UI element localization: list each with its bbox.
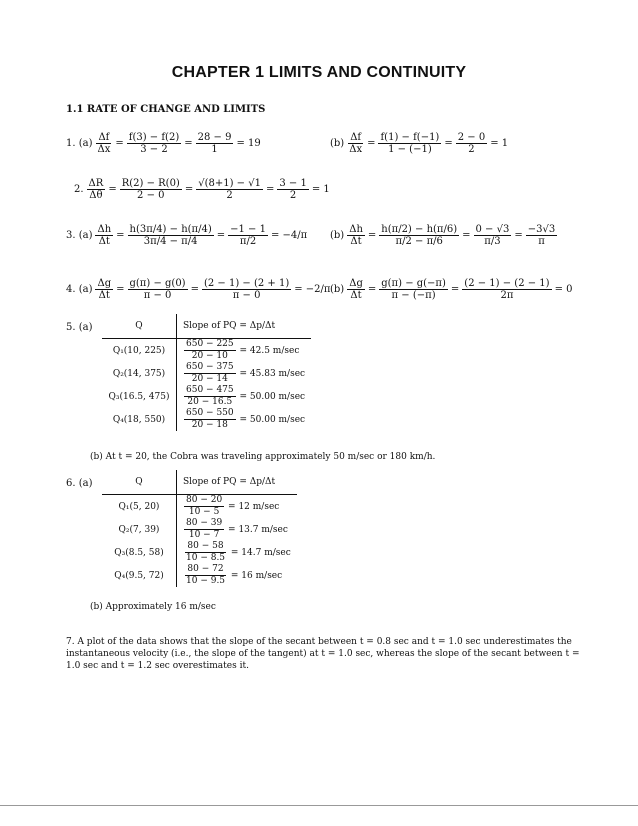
problem-3b: (b) $\frac{\Delta h}{\Delta t}$ = $\frac{h(\pi/2) - h(\pi/6)}{\pi/2 - \pi/6}$ = $\frac{0 - √3}{\pi/3}$ = $\frac{-3√3}{\pi}$ [330, 224, 556, 247]
problem-4a: 4. (a) $\frac{\Delta g}{\Delta t}$ = $\frac{g(\pi) - g(0)}{\pi - 0}$ = $\frac{(2 - 1) - (2 + 1)}{\pi - 0}$ = −2/π [66, 278, 331, 301]
table-row: Q₃(16.5, 475) $\frac{650 - 475}{20 - 16.5}$ = 50.00 m/sec [102, 385, 311, 408]
table-row: Q₂(14, 375) $\frac{650 - 375}{20 - 14}$ = 45.83 m/sec [102, 362, 311, 385]
col-slope-header: Slope of PQ = Δp/Δt [177, 470, 297, 495]
table-row: Q₁(5, 20) $\frac{80 - 20}{10 - 5}$ = 12 m/sec [102, 495, 297, 519]
table-row: Q₄(18, 550) $\frac{650 - 550}{20 - 18}$ = 50.00 m/sec [102, 408, 311, 431]
col-q-header: Q [102, 470, 177, 495]
problem-5-label: 5. (a) [66, 322, 93, 333]
problem-6-table [102, 470, 297, 587]
problem-5b: (b) At t = 20, the Cobra was traveling approximately 50 m/sec or 180 km/h. [90, 452, 436, 462]
problem-6b: (b) Approximately 16 m/sec [90, 602, 216, 612]
chapter-title: CHAPTER 1 LIMITS AND CONTINUITY [171, 64, 467, 81]
table-row: Q₁(10, 225) $\frac{650 - 225}{20 - 10}$ = 42.5 m/sec [102, 339, 311, 363]
problem-6-label: 6. (a) [66, 478, 93, 489]
table-row: Q₃(8.5, 58) $\frac{80 - 58}{10 - 8.5}$ = 14.7 m/sec [102, 541, 297, 564]
problem-5-table [102, 314, 311, 431]
problem-3a: 3. (a) $\frac{\Delta h}{\Delta t}$ = $\frac{h(3\pi/4) - h(\pi/4)}{3\pi/4 - \pi/4}$ = $\frac{-1 - 1}{\pi/2}$ = −4/π [66, 224, 308, 247]
problem-1a: 1. (a) $\frac{\Delta f}{\Delta x}$ = $\frac{f(3) - f(2)}{3 - 2}$ = $\frac{28 - 9}{1}$ = 19 [66, 132, 261, 155]
col-q-header: Q [102, 314, 177, 339]
problem-2: 2. $\frac{\Delta R}{\Delta\theta}$ = $\frac{R(2) - R(0)}{2 - 0}$ = $\frac{√(8+1) - √1}{2}$ = $\frac{3 - 1}{2}$ = 1 [74, 178, 330, 201]
problem-4b: (b) $\frac{\Delta g}{\Delta t}$ = $\frac{g(\pi) - g(-\pi)}{\pi - (-\pi)}$ = $\frac{(2 - 1) - (2 - 1)}{2\pi}$ = 0 [330, 278, 573, 301]
table-row: Q₄(9.5, 72) $\frac{80 - 72}{10 - 9.5}$ = 16 m/sec [102, 564, 297, 587]
problem-1b: (b) $\frac{\Delta f}{\Delta x}$ = $\frac{f(1) - f(-1)}{1 - (-1)}$ = $\frac{2 - 0}{2}$ = 1 [330, 132, 509, 155]
bottom-rule [0, 805, 638, 806]
section-heading: 1.1 RATE OF CHANGE AND LIMITS [66, 104, 266, 115]
problem-7: 7. A plot of the data shows that the slope of the secant between t = 0.8 sec and t = 1.0 sec underestimates the instantaneous velocity (i.e., the slope of the tangent) at t = 1.0 sec, whereas the slope of the secant between t = 1.0 sec and t = 1.2 sec overestimates it. [66, 637, 580, 671]
table-row: Q₂(7, 39) $\frac{80 - 39}{10 - 7}$ = 13.7 m/sec [102, 518, 297, 541]
col-slope-header: Slope of PQ = Δp/Δt [177, 314, 312, 339]
